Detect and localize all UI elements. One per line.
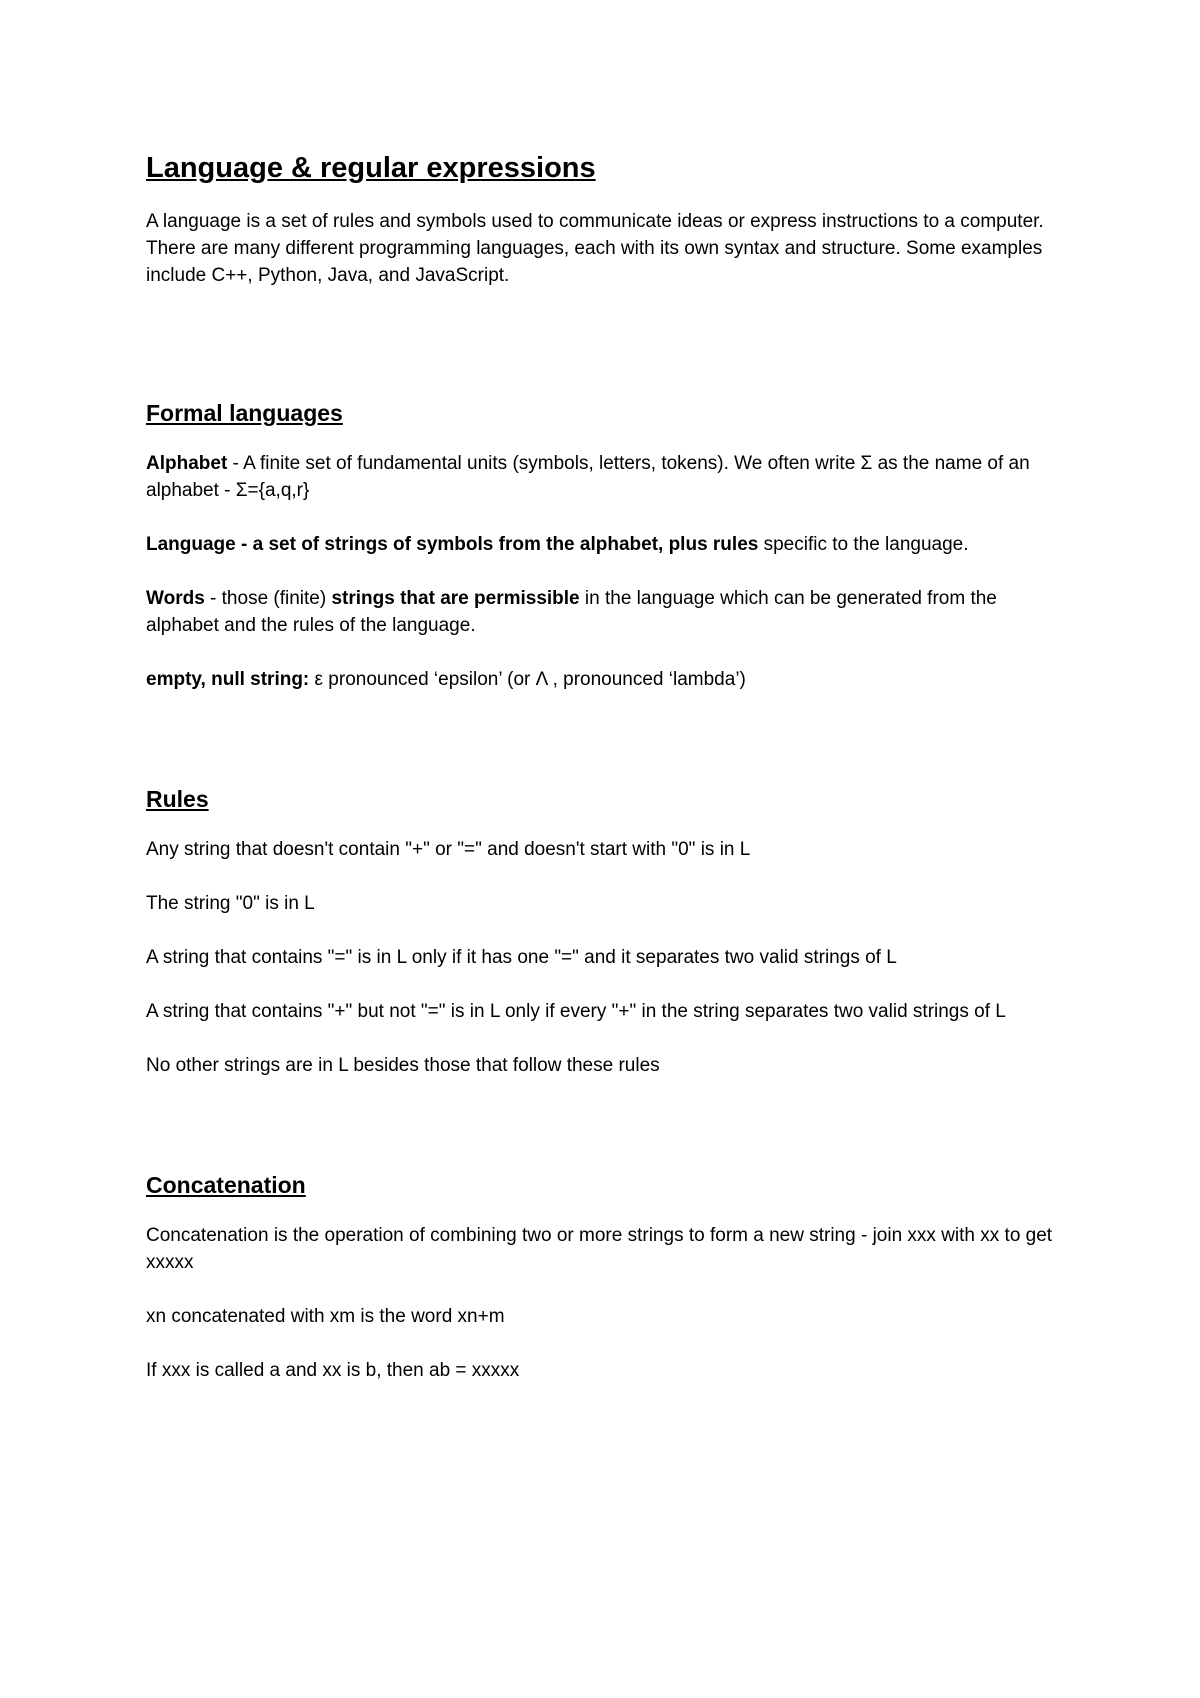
language-definition <box>146 531 1066 558</box>
concatenation-item: Concatenation is the operation of combining two or more strings to form a new string - join xxx with xx to get xxxxx <box>146 1225 1053 1273</box>
alphabet-term: Alphabet <box>146 453 228 474</box>
rule-item: No other strings are in L besides those that follow these rules <box>146 1055 660 1076</box>
heading-concatenation: Concatenation <box>146 1172 306 1198</box>
spacer <box>146 720 1066 784</box>
concatenation-item: xn concatenated with xm is the word xn+m <box>146 1306 505 1327</box>
language-term: Language <box>146 534 236 555</box>
spacer <box>146 1106 1066 1170</box>
alphabet-definition <box>146 450 1066 504</box>
alphabet-text: - A finite set of fundamental units (symbols, letters, tokens). We often write Σ as the name of an alphabet - Σ={a,q,r} <box>146 453 1030 501</box>
concatenation-item: If xxx is called a and xx is b, then ab = xxxxx <box>146 1360 520 1381</box>
words-bold-text: strings that are permissible <box>331 588 580 609</box>
empty-string-definition <box>146 666 1066 693</box>
language-text: specific to the language. <box>758 534 969 555</box>
words-text-1: - those (finite) <box>204 588 332 609</box>
document-content <box>146 150 1066 1411</box>
rule-item: The string "0" is in L <box>146 893 315 914</box>
words-text-2: in the language which can be generated from the alphabet and the rules of the language. <box>146 588 997 636</box>
heading-formal-languages: Formal languages <box>146 400 343 426</box>
document-title: Language & regular expressions <box>146 152 596 184</box>
empty-string-term: empty, null string: <box>146 669 310 690</box>
language-bold-text: - a set of strings of symbols from the alphabet, plus rules <box>235 534 759 555</box>
rule-item: A string that contains "+" but not "=" is in L only if every "+" in the string separates two valid strings of L <box>146 1001 1006 1022</box>
words-term: Words <box>146 588 205 609</box>
empty-string-text: ε pronounced ‘epsilon’ (or Λ , pronounced ‘lambda’) <box>309 669 746 690</box>
rule-item: Any string that doesn't contain "+" or "=" and doesn't start with "0" is in L <box>146 839 751 860</box>
words-definition <box>146 585 1066 639</box>
spacer <box>146 316 1066 398</box>
intro-paragraph: A language is a set of rules and symbols used to communicate ideas or express instructions to a computer. There are many different programming languages, each with its own syntax and structure. Some examples include C++, Python, Java, and JavaScript. <box>146 211 1044 286</box>
rule-item: A string that contains "=" is in L only if it has one "=" and it separates two valid strings of L <box>146 947 897 968</box>
heading-rules: Rules <box>146 786 209 812</box>
